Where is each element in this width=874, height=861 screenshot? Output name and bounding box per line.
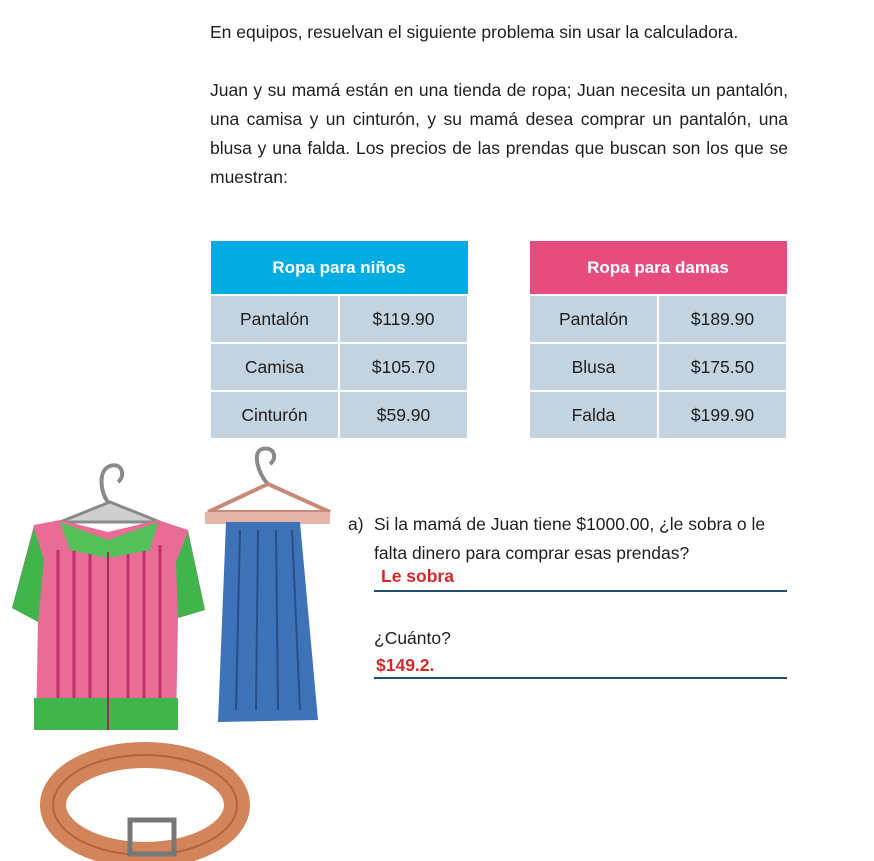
item-price: $105.70: [339, 343, 468, 391]
problem-statement: Juan y su mamá están en una tienda de ropa; Juan necesita un pantalón, una camisa y un cinturón, y su mamá desea comprar un pantalón, una blusa y una falda. Los precios de las prendas que buscan son los que se muestran:: [210, 80, 788, 187]
item-name: Cinturón: [210, 391, 339, 439]
ladies-table-title: Ropa para damas: [529, 241, 787, 296]
answer-amount: $149.2.: [376, 655, 435, 675]
table-row: [529, 343, 787, 391]
shirt-on-hanger-icon: [12, 465, 205, 730]
question-letter: a): [348, 514, 364, 534]
item-price: $119.90: [339, 295, 468, 343]
kids-table-title: Ropa para niños: [210, 241, 468, 296]
table-row: [210, 391, 468, 439]
instruction-text: En equipos, resuelvan el siguiente problema sin usar la calculadora.: [210, 22, 739, 42]
followup-question: ¿Cuánto?: [374, 628, 451, 648]
ladies-price-table: [528, 240, 788, 440]
item-name: Blusa: [529, 343, 658, 391]
kids-price-table: [209, 240, 469, 440]
item-name: Pantalón: [529, 295, 658, 343]
table-row: [529, 391, 787, 439]
answer-line-2[interactable]: [374, 653, 787, 679]
question-text: Si la mamá de Juan tiene $1000.00, ¿le sobra o le falta dinero para comprar esas prendas?: [374, 514, 766, 563]
item-price: $199.90: [658, 391, 787, 439]
answer-sobra: Le sobra: [381, 566, 454, 586]
table-row: [210, 295, 468, 343]
table-row: [529, 295, 787, 343]
item-price: $189.90: [658, 295, 787, 343]
item-price: $175.50: [658, 343, 787, 391]
item-name: Falda: [529, 391, 658, 439]
item-name: Pantalón: [210, 295, 339, 343]
item-price: $59.90: [339, 391, 468, 439]
belt-icon: [53, 755, 237, 855]
pants-on-hanger-icon: [205, 449, 330, 722]
item-name: Camisa: [210, 343, 339, 391]
table-row: [210, 343, 468, 391]
clothes-illustration: [0, 440, 340, 861]
